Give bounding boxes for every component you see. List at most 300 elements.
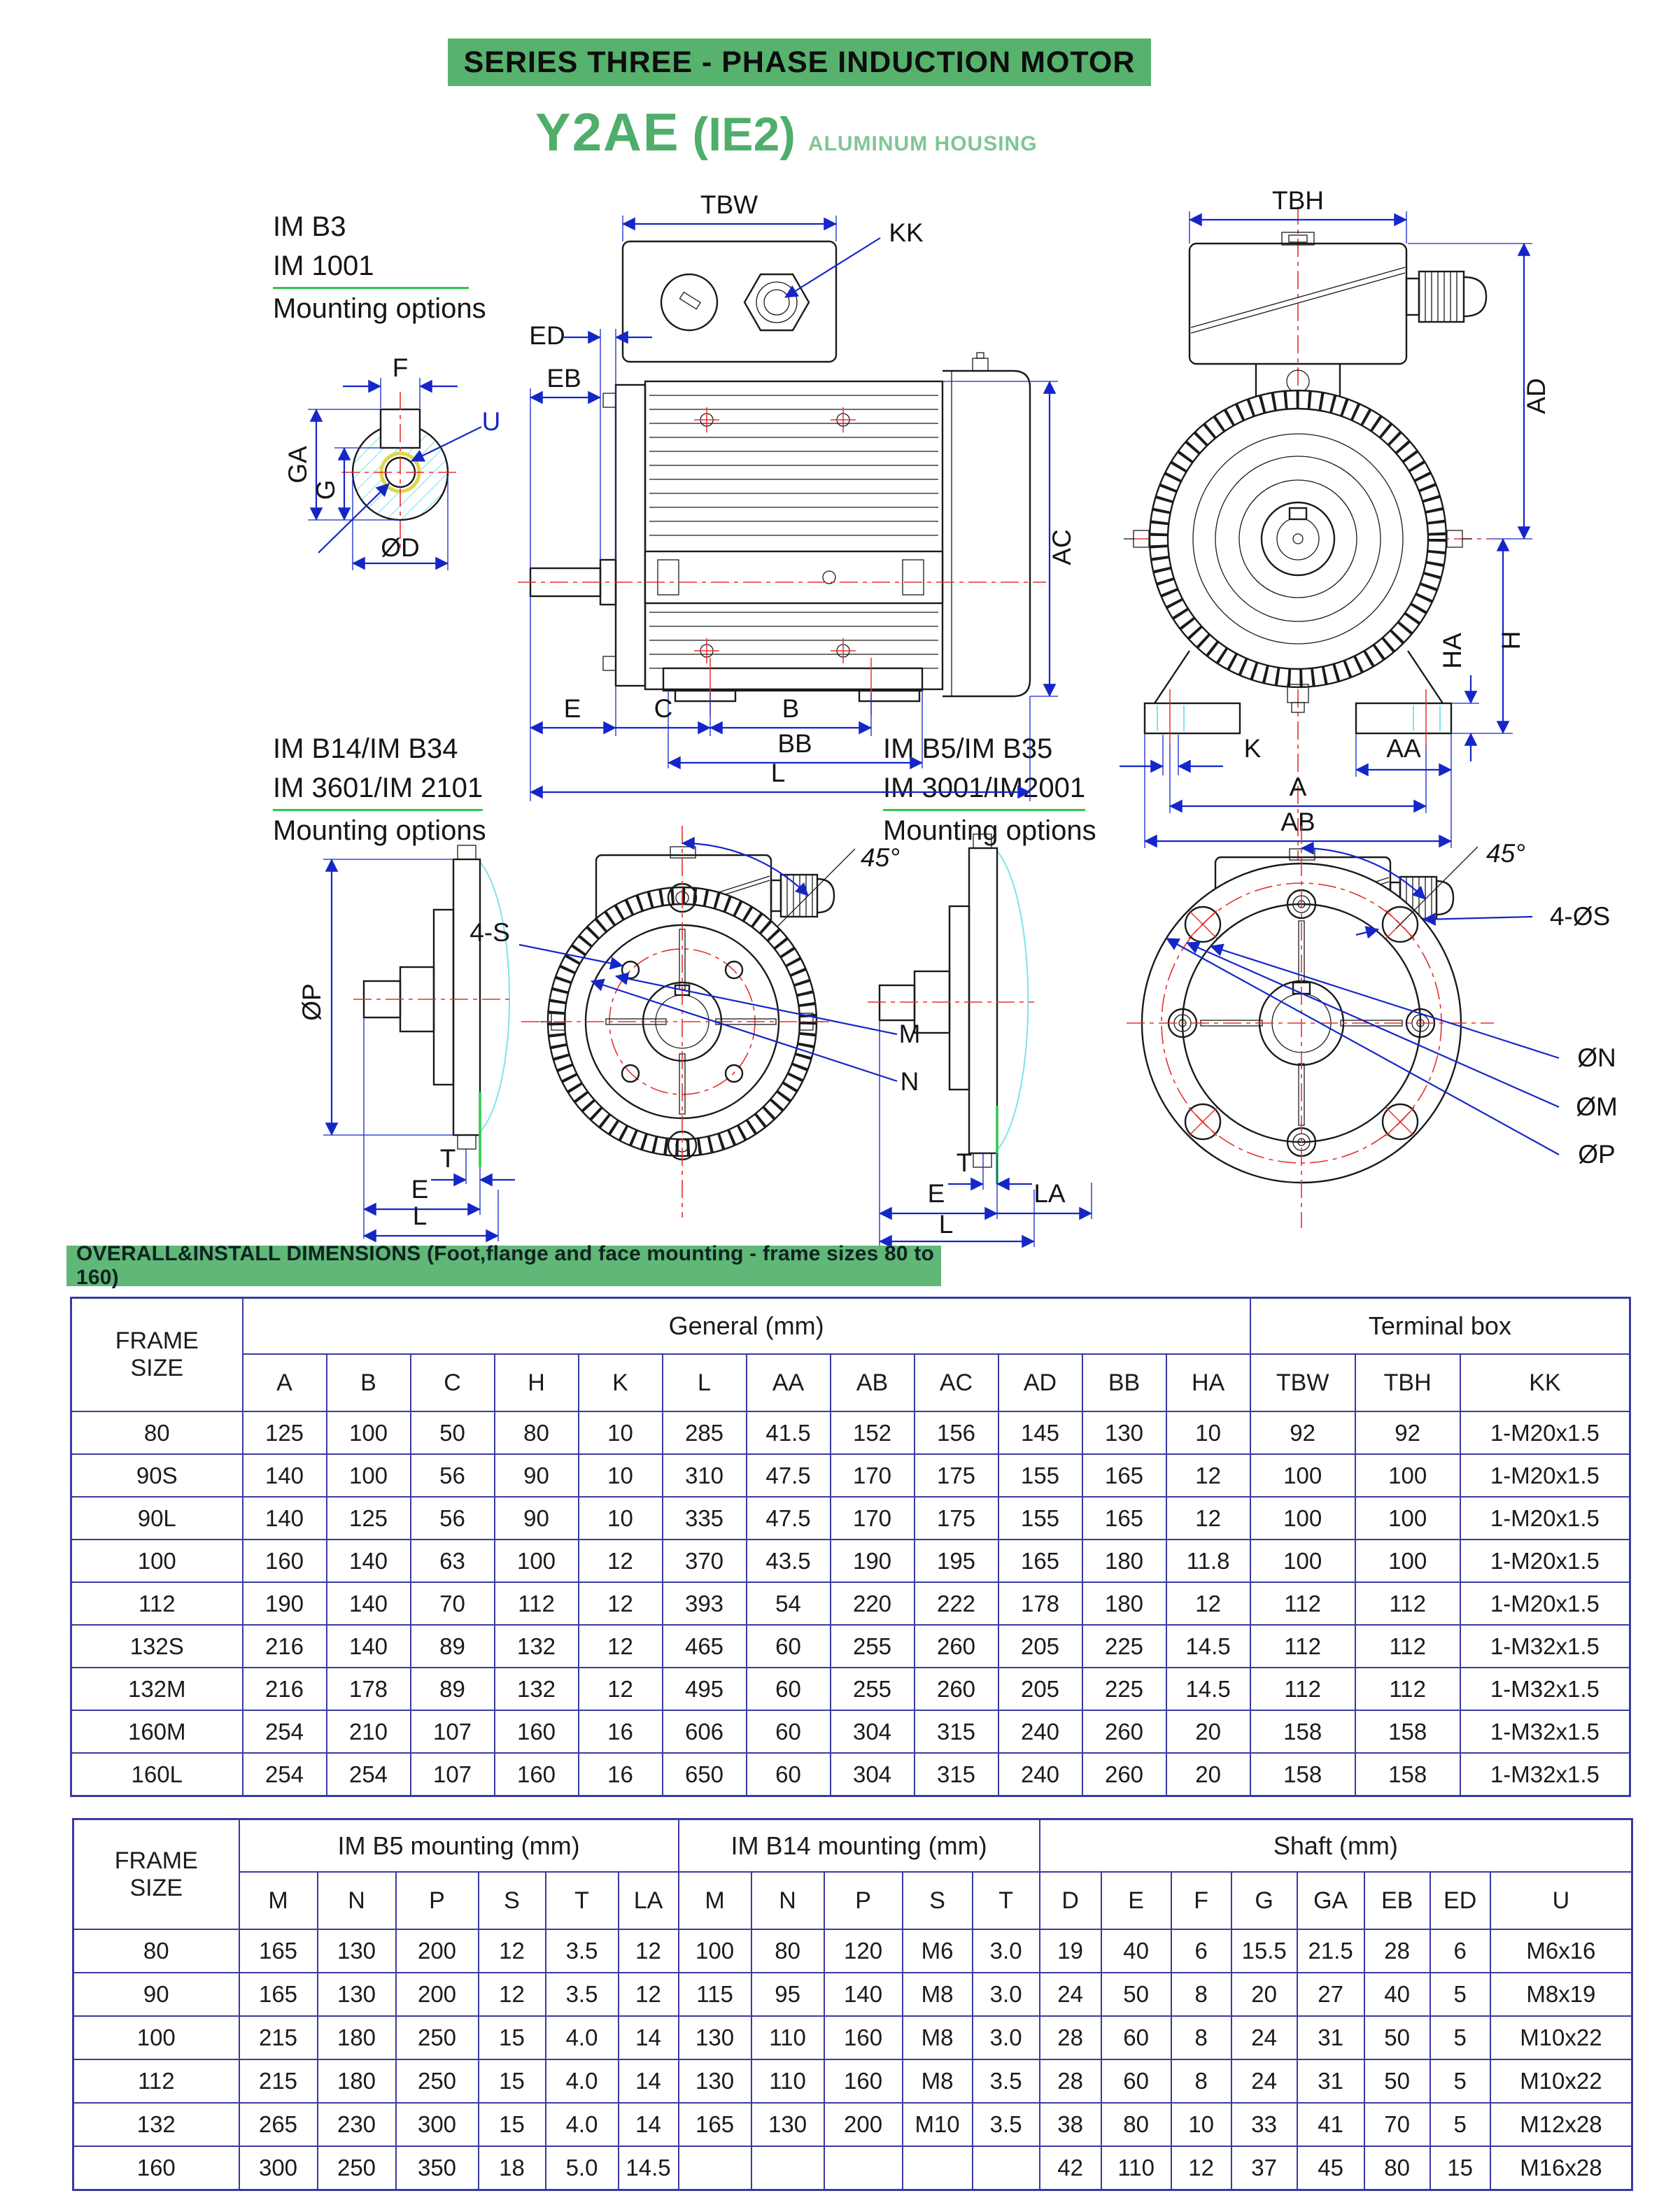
table-cell: 60 (1101, 2059, 1171, 2103)
table-cell: 210 (327, 1710, 411, 1753)
dim-label-M: M (898, 1020, 921, 1048)
table-cell: M16x28 (1490, 2146, 1632, 2190)
table-cell: 56 (411, 1497, 495, 1540)
table-cell: 112 (495, 1582, 579, 1625)
dim-label-BB: BB (777, 729, 812, 758)
table-cell: 304 (831, 1753, 915, 1796)
frame-size-header: FRAME SIZE (73, 1819, 239, 1930)
table-cell: 170 (831, 1497, 915, 1540)
table-row (71, 1540, 1630, 1582)
table-cell: 41.5 (747, 1411, 831, 1454)
table-cell (824, 2146, 903, 2190)
table-cell: 393 (663, 1582, 747, 1625)
table-cell: 107 (411, 1710, 495, 1753)
table-cell: 80 (73, 1929, 239, 1973)
table-cell: 1-M32x1.5 (1460, 1668, 1630, 1710)
table-cell: 90 (495, 1497, 579, 1540)
column-header: T (546, 1872, 619, 1929)
table-cell: 315 (915, 1710, 998, 1753)
column-header: G (1231, 1872, 1297, 1929)
table-cell: 125 (327, 1497, 411, 1540)
table-row (71, 1710, 1630, 1753)
table-cell: 156 (915, 1411, 998, 1454)
table-cell: 5.0 (546, 2146, 619, 2190)
table-cell: 112 (1355, 1625, 1460, 1668)
table-cell: 18 (479, 2146, 546, 2190)
table-cell: M6x16 (1490, 1929, 1632, 1973)
table-cell: 200 (824, 2103, 903, 2146)
frame-size-header: FRAME SIZE (71, 1298, 243, 1412)
table-cell: 175 (915, 1497, 998, 1540)
table-cell: 100 (327, 1411, 411, 1454)
table-cell: 12 (579, 1668, 663, 1710)
table-cell: 158 (1250, 1710, 1355, 1753)
table-cell: 12 (619, 1929, 679, 1973)
mounting-note-line: Mounting options (883, 815, 1096, 846)
column-header: M (239, 1872, 318, 1929)
table-cell: 1-M32x1.5 (1460, 1710, 1630, 1753)
table-cell: 112 (1355, 1668, 1460, 1710)
table-cell: 107 (411, 1753, 495, 1796)
table-cell: 12 (579, 1540, 663, 1582)
table-cell: 140 (327, 1540, 411, 1582)
table-cell: 205 (998, 1668, 1082, 1710)
table-cell: 40 (1101, 1929, 1171, 1973)
column-header: AD (998, 1354, 1082, 1411)
table-cell: 45 (1297, 2146, 1364, 2190)
table-cell: 130 (318, 1973, 396, 2016)
table-cell: 230 (318, 2103, 396, 2146)
table-cell: 112 (1250, 1582, 1355, 1625)
table-cell: 178 (998, 1582, 1082, 1625)
column-header: N (318, 1872, 396, 1929)
dim-label-ED: ED (529, 321, 565, 350)
dim-label-L: L (938, 1210, 954, 1239)
column-header: A (243, 1354, 327, 1411)
b14-flange-front-drawing (470, 826, 920, 1218)
table-cell: 650 (663, 1753, 747, 1796)
table-cell: 160L (71, 1753, 243, 1796)
table-cell: 100 (71, 1540, 243, 1582)
table-cell: 10 (1171, 2103, 1231, 2146)
technical-drawings (245, 182, 1658, 1316)
table-cell: 100 (1355, 1454, 1460, 1497)
table-cell: 110 (751, 2016, 824, 2059)
table-cell: 160 (824, 2016, 903, 2059)
table-cell: 140 (243, 1454, 327, 1497)
table-cell: 12 (479, 1929, 546, 1973)
column-header: T (973, 1872, 1040, 1929)
column-header: TBW (1250, 1354, 1355, 1411)
general-group-header: General (mm) (243, 1298, 1250, 1355)
table-cell: 89 (411, 1625, 495, 1668)
dim-label-TBW: TBW (700, 190, 758, 219)
table-cell: 132 (495, 1668, 579, 1710)
table-cell (903, 2146, 973, 2190)
column-header: F (1171, 1872, 1231, 1929)
table-cell: 140 (243, 1497, 327, 1540)
table-cell: 70 (411, 1582, 495, 1625)
table-cell: 28 (1364, 1929, 1430, 1973)
column-header: L (663, 1354, 747, 1411)
table-cell: 15 (479, 2059, 546, 2103)
table-cell: 43.5 (747, 1540, 831, 1582)
dim-label-LA: LA (1033, 1179, 1066, 1208)
table-cell: 112 (73, 2059, 239, 2103)
table-cell: 6 (1171, 1929, 1231, 1973)
table-cell: 3.5 (546, 1973, 619, 2016)
table-cell: 60 (747, 1753, 831, 1796)
table-cell: 3.0 (973, 1973, 1040, 2016)
mounting-note-line: IM B5/IM B35 (883, 733, 1053, 764)
motor-side-view-drawing (518, 190, 1076, 801)
table-cell: 350 (396, 2146, 479, 2190)
table-cell: 112 (1250, 1668, 1355, 1710)
table-cell: 260 (915, 1668, 998, 1710)
table-cell: 60 (747, 1625, 831, 1668)
housing-subtitle: ALUMINUM HOUSING (807, 132, 1038, 155)
table-cell: 145 (998, 1411, 1082, 1454)
table-cell: 14 (619, 2103, 679, 2146)
column-header: S (903, 1872, 973, 1929)
table-cell: 24 (1040, 1973, 1101, 2016)
table-cell: 8 (1171, 2016, 1231, 2059)
dim-label-K: K (1243, 734, 1262, 763)
table-row (71, 1753, 1630, 1796)
table-row (73, 1973, 1632, 2016)
table-cell: 158 (1250, 1753, 1355, 1796)
table-cell: 265 (239, 2103, 318, 2146)
table-cell: 100 (327, 1454, 411, 1497)
table-cell: 130 (679, 2016, 751, 2059)
table-cell: 110 (1101, 2146, 1171, 2190)
table-cell: 90S (71, 1454, 243, 1497)
table-cell: 50 (411, 1411, 495, 1454)
table-cell: 80 (1101, 2103, 1171, 2146)
table-cell: 28 (1040, 2016, 1101, 2059)
table-cell: 165 (239, 1929, 318, 1973)
table-cell: 6 (1430, 1929, 1490, 1973)
table-cell: 15 (479, 2103, 546, 2146)
motor-front-view-drawing (1120, 186, 1551, 861)
table-cell: 5 (1430, 2016, 1490, 2059)
table-cell: 3.0 (973, 2016, 1040, 2059)
dim-label-F: F (392, 353, 409, 382)
table-cell: 165 (239, 1973, 318, 2016)
column-header: D (1040, 1872, 1101, 1929)
table-cell: 21.5 (1297, 1929, 1364, 1973)
dim-label-angle: 45° (861, 843, 900, 872)
table-cell: 465 (663, 1625, 747, 1668)
table-cell: 12 (619, 1973, 679, 2016)
table-cell: 254 (243, 1753, 327, 1796)
product-heading (535, 102, 1038, 163)
table-cell: 310 (663, 1454, 747, 1497)
table-cell: 1-M20x1.5 (1460, 1454, 1630, 1497)
table-cell: 15.5 (1231, 1929, 1297, 1973)
column-header: AA (747, 1354, 831, 1411)
table-cell: 180 (1082, 1540, 1166, 1582)
table-cell: 152 (831, 1411, 915, 1454)
table-cell: 222 (915, 1582, 998, 1625)
table-cell: 12 (579, 1582, 663, 1625)
table-cell: 24 (1231, 2016, 1297, 2059)
table-cell: 1-M20x1.5 (1460, 1411, 1630, 1454)
table-cell: 132S (71, 1625, 243, 1668)
table-cell (751, 2146, 824, 2190)
table-cell: 1-M20x1.5 (1460, 1497, 1630, 1540)
b5-group-header: IM B5 mounting (mm) (239, 1819, 679, 1873)
model-name: Y2AE (535, 103, 680, 162)
table-cell: 606 (663, 1710, 747, 1753)
column-header: EB (1364, 1872, 1430, 1929)
column-header: P (824, 1872, 903, 1929)
table-cell: M8 (903, 1973, 973, 2016)
table-cell: 495 (663, 1668, 747, 1710)
table-cell: 190 (831, 1540, 915, 1582)
table-cell: 47.5 (747, 1497, 831, 1540)
table-cell: 4.0 (546, 2016, 619, 2059)
column-header: H (495, 1354, 579, 1411)
table-cell: 37 (1231, 2146, 1297, 2190)
table-cell: 300 (239, 2146, 318, 2190)
table-row (71, 1668, 1630, 1710)
dim-label-HA: HA (1438, 633, 1467, 669)
dim-label-4S: 4-S (470, 918, 510, 947)
table-cell: 200 (396, 1973, 479, 2016)
table-cell: 180 (1082, 1582, 1166, 1625)
mounting-note-line: Mounting options (273, 293, 486, 324)
table-cell: 1-M20x1.5 (1460, 1582, 1630, 1625)
table-cell: 63 (411, 1540, 495, 1582)
overall-dimensions-table (70, 1297, 1631, 1797)
dim-label-ON: ØN (1577, 1043, 1616, 1072)
table-cell: 130 (751, 2103, 824, 2146)
table-cell: 12 (1166, 1454, 1250, 1497)
table-cell: 250 (396, 2059, 479, 2103)
column-header: AC (915, 1354, 998, 1411)
table-cell: 12 (1166, 1582, 1250, 1625)
table-cell: 158 (1355, 1710, 1460, 1753)
table-cell: 132 (495, 1625, 579, 1668)
table-cell: 1-M32x1.5 (1460, 1625, 1630, 1668)
column-header: C (411, 1354, 495, 1411)
section-title-bar (66, 1242, 941, 1289)
mounting-note-line: IM B14/IM B34 (273, 733, 458, 764)
column-header: E (1101, 1872, 1171, 1929)
column-header: HA (1166, 1354, 1250, 1411)
title-banner (448, 38, 1151, 86)
table-cell: 112 (1250, 1625, 1355, 1668)
table-cell: 24 (1231, 2059, 1297, 2103)
table-cell: 215 (239, 2016, 318, 2059)
table-cell: 165 (1082, 1497, 1166, 1540)
b5-flange-front-drawing (1127, 826, 1618, 1228)
table-cell: 100 (1355, 1540, 1460, 1582)
dim-label-OP: ØP (297, 983, 326, 1021)
table-cell: 8 (1171, 1973, 1231, 2016)
table-cell: 41 (1297, 2103, 1364, 2146)
table-cell: 190 (243, 1582, 327, 1625)
table-cell: 33 (1231, 2103, 1297, 2146)
table-cell: 155 (998, 1454, 1082, 1497)
table-cell: 4.0 (546, 2059, 619, 2103)
table-cell: 15 (479, 2016, 546, 2059)
table-cell: M10x22 (1490, 2016, 1632, 2059)
dim-label-E: E (411, 1175, 429, 1204)
table-cell: 195 (915, 1540, 998, 1582)
table-cell: 40 (1364, 1973, 1430, 2016)
table-cell: 260 (915, 1625, 998, 1668)
dim-label-E: E (927, 1179, 945, 1208)
table-cell: 260 (1082, 1710, 1166, 1753)
column-header: KK (1460, 1354, 1630, 1411)
table-cell: 80 (495, 1411, 579, 1454)
table-cell: 254 (243, 1710, 327, 1753)
table-cell: 60 (747, 1710, 831, 1753)
table-cell: 180 (318, 2016, 396, 2059)
table-cell: 5 (1430, 2103, 1490, 2146)
table-cell: 315 (915, 1753, 998, 1796)
table-row (73, 2103, 1632, 2146)
table-cell: 27 (1297, 1973, 1364, 2016)
table-cell: 50 (1364, 2059, 1430, 2103)
column-header: K (579, 1354, 663, 1411)
table-cell: 12 (1171, 2146, 1231, 2190)
table-cell: 180 (318, 2059, 396, 2103)
table-cell: 90 (73, 1973, 239, 2016)
column-header: AB (831, 1354, 915, 1411)
mounting-note-line: IM 1001 (273, 246, 469, 289)
dim-label-EB: EB (546, 364, 581, 393)
table-cell: 3.0 (973, 1929, 1040, 1973)
table-cell: 240 (998, 1753, 1082, 1796)
dim-label-L: L (770, 759, 786, 787)
table-cell: 54 (747, 1582, 831, 1625)
table-cell: M6 (903, 1929, 973, 1973)
table-cell: 16 (579, 1710, 663, 1753)
dim-label-AA: AA (1386, 734, 1421, 763)
table-cell: 3.5 (973, 2103, 1040, 2146)
table-cell: 70 (1364, 2103, 1430, 2146)
table-cell: 370 (663, 1540, 747, 1582)
table-cell: 56 (411, 1454, 495, 1497)
table-cell: 8 (1171, 2059, 1231, 2103)
table-cell: 178 (327, 1668, 411, 1710)
table-cell: 100 (679, 1929, 751, 1973)
shaft-group-header: Shaft (mm) (1040, 1819, 1632, 1873)
table-cell: 80 (751, 1929, 824, 1973)
table-cell: 165 (998, 1540, 1082, 1582)
table-cell: 1-M32x1.5 (1460, 1753, 1630, 1796)
table-cell: 50 (1364, 2016, 1430, 2059)
table-cell: 47.5 (747, 1454, 831, 1497)
table-cell: 140 (327, 1582, 411, 1625)
column-header: S (479, 1872, 546, 1929)
table-cell: 255 (831, 1668, 915, 1710)
table-cell: 112 (1355, 1582, 1460, 1625)
table-cell: 3.5 (546, 1929, 619, 1973)
table-row (73, 2059, 1632, 2103)
table-cell: M8 (903, 2059, 973, 2103)
table-cell: M12x28 (1490, 2103, 1632, 2146)
table-cell: 130 (679, 2059, 751, 2103)
table-cell: 160 (824, 2059, 903, 2103)
table-cell: 160 (495, 1710, 579, 1753)
table-row (73, 2146, 1632, 2190)
column-header: M (679, 1872, 751, 1929)
table-cell: 115 (679, 1973, 751, 2016)
table-cell: 140 (327, 1625, 411, 1668)
mounting-note-line: IM 3001/IM2001 (883, 768, 1085, 811)
dim-label-AB: AB (1280, 808, 1315, 836)
dim-label-G: G (311, 479, 340, 500)
table-cell: 125 (243, 1411, 327, 1454)
table-cell: 225 (1082, 1625, 1166, 1668)
table-cell: 160 (73, 2146, 239, 2190)
table-cell: 20 (1166, 1753, 1250, 1796)
table-cell: M10 (903, 2103, 973, 2146)
table-cell: 14 (619, 2059, 679, 2103)
table-cell: 90L (71, 1497, 243, 1540)
table-row (71, 1411, 1630, 1454)
table-cell: 100 (1355, 1497, 1460, 1540)
dim-label-N: N (900, 1067, 919, 1096)
column-header: B (327, 1354, 411, 1411)
mounting-note-line: IM B3 (273, 211, 346, 242)
dim-label-4OS: 4-ØS (1549, 902, 1611, 931)
dim-label-A: A (1289, 773, 1307, 801)
table-cell: 100 (1250, 1454, 1355, 1497)
terminal-box-group-header: Terminal box (1250, 1298, 1630, 1355)
dim-label-AD: AD (1522, 378, 1551, 414)
table-cell: 132M (71, 1668, 243, 1710)
table-row (71, 1625, 1630, 1668)
table-cell: 5 (1430, 1973, 1490, 2016)
dim-label-TBH: TBH (1272, 186, 1324, 215)
column-header: N (751, 1872, 824, 1929)
table-cell: 38 (1040, 2103, 1101, 2146)
table-cell: 20 (1166, 1710, 1250, 1753)
section-title-text: OVERALL&INSTALL DIMENSIONS (Foot,flange and face mounting - frame sizes 80 to 160) (76, 1242, 935, 1289)
banner-text: SERIES THREE - PHASE INDUCTION MOTOR (463, 45, 1136, 79)
column-header: GA (1297, 1872, 1364, 1929)
table-cell: 14.5 (1166, 1625, 1250, 1668)
table-cell: 10 (579, 1411, 663, 1454)
table-cell: 255 (831, 1625, 915, 1668)
dim-label-angle: 45° (1486, 839, 1525, 868)
column-header: TBH (1355, 1354, 1460, 1411)
mounting-shaft-dimensions-table (72, 1818, 1633, 2191)
table-cell: 132 (73, 2103, 239, 2146)
table-cell: 100 (1250, 1497, 1355, 1540)
table-cell: 60 (1101, 2016, 1171, 2059)
table-cell: 12 (579, 1625, 663, 1668)
table-cell: 175 (915, 1454, 998, 1497)
table-cell: 215 (239, 2059, 318, 2103)
table-cell: 16 (579, 1753, 663, 1796)
column-header: P (396, 1872, 479, 1929)
table-cell: M8 (903, 2016, 973, 2059)
table-cell: 165 (679, 2103, 751, 2146)
table-row (71, 1454, 1630, 1497)
mounting-note-line: IM 3601/IM 2101 (273, 768, 483, 811)
table-cell: 31 (1297, 2059, 1364, 2103)
mounting-note-line: Mounting options (273, 815, 486, 846)
table-row (71, 1497, 1630, 1540)
column-header: U (1490, 1872, 1632, 1929)
table-cell: 304 (831, 1710, 915, 1753)
